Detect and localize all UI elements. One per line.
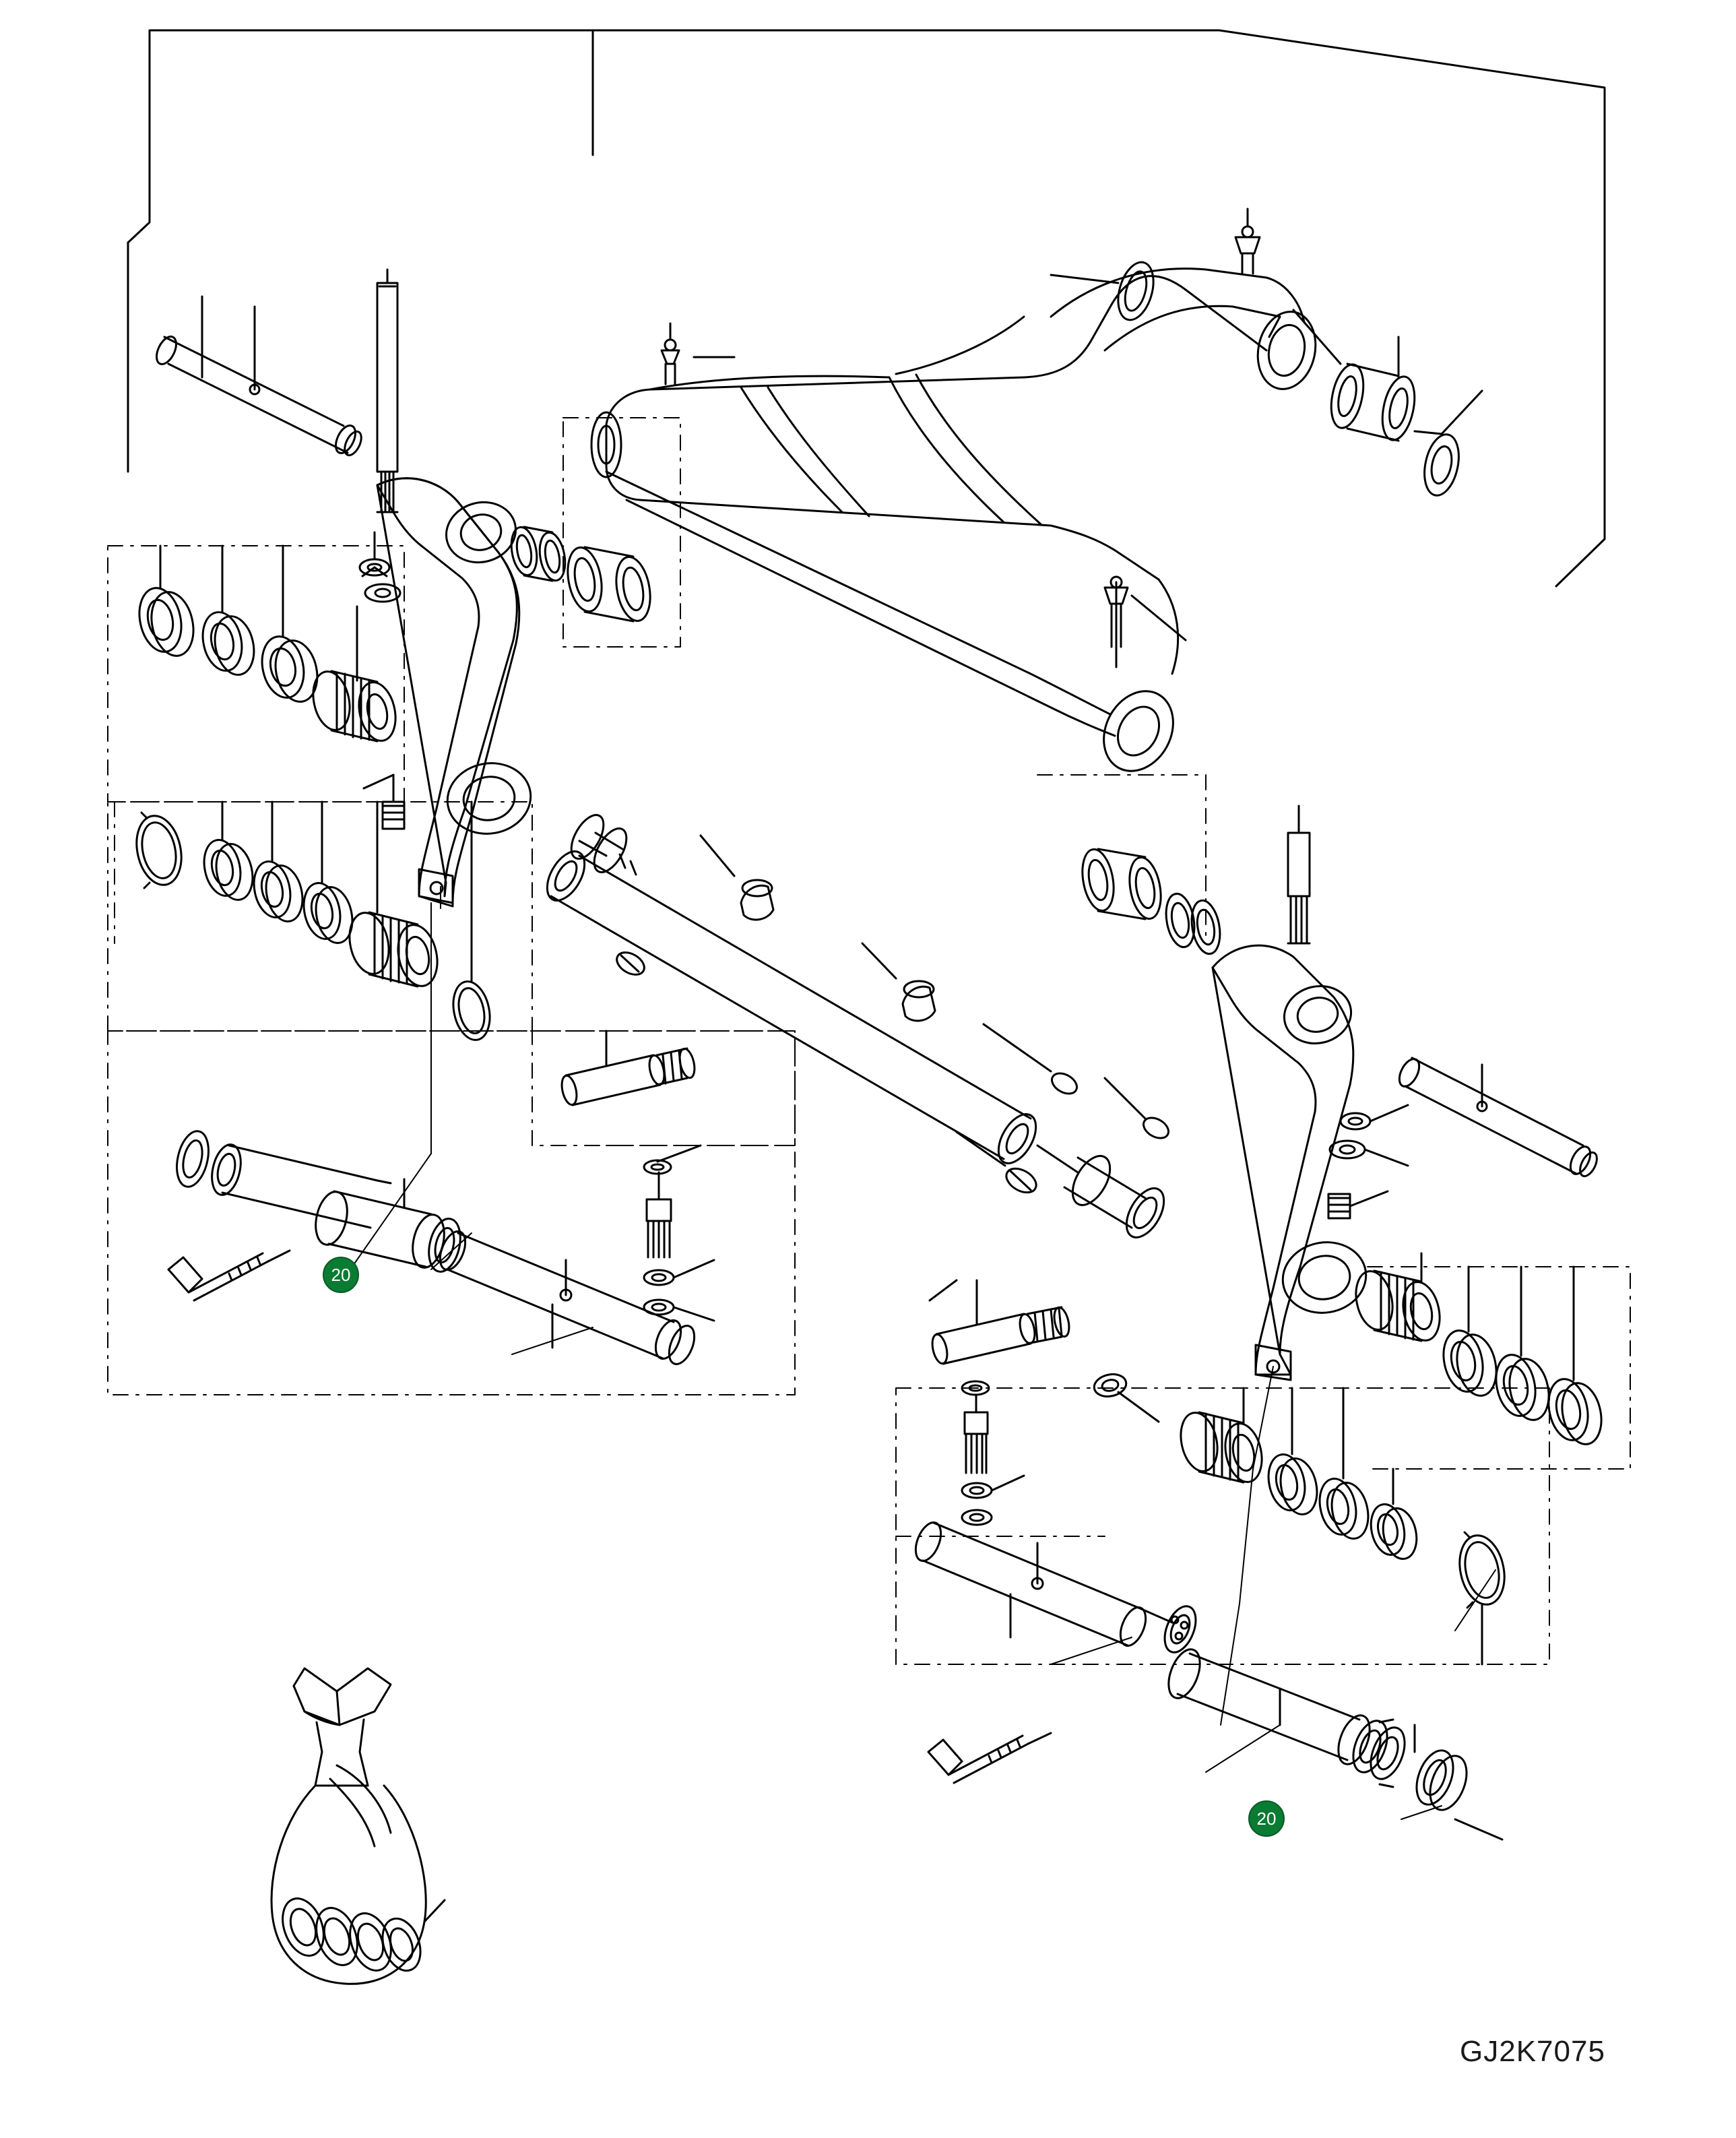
right-lower-barrel: [1163, 1645, 1502, 1840]
center-right-fittings: [957, 1132, 1040, 1197]
outer-frame: [128, 30, 1605, 586]
callout-20-right[interactable]: 20: [1248, 1800, 1285, 1837]
upper-left-long-bolt: [377, 270, 397, 512]
right-lower-snap-ring: [1454, 1531, 1510, 1664]
left-snap-ring: [131, 811, 187, 889]
right-link-arm: [1213, 945, 1372, 1380]
right-lower-rod: [930, 1280, 1072, 1365]
right-leader-lines: [1051, 1366, 1496, 1819]
left-rod-box: [108, 1031, 795, 1395]
left-arm-washer-nut: [360, 532, 400, 602]
right-arm-long-bolt: [1288, 806, 1310, 943]
right-upper-pin: [1395, 1056, 1600, 1179]
boom-bolt-top-right: [1235, 209, 1260, 274]
right-lower-seal-stack: [1092, 1371, 1421, 1562]
left-lower-bolt: [168, 1251, 290, 1300]
boom-arm-casting: [591, 269, 1322, 784]
boom-grease-nipples: [662, 323, 734, 384]
right-lower-cylinder-tube: [911, 1519, 1202, 1657]
upper-right-bushing-stack: [1293, 310, 1482, 499]
boom-bolt-mid-right: [1105, 577, 1186, 667]
drawing-code: GJ2K7075: [1460, 2035, 1605, 2068]
left-washer-column: [644, 1145, 714, 1321]
center-cylinder-tube: [540, 810, 1172, 1244]
right-lower-washer-column: [962, 1381, 1024, 1525]
right-seal-stack-upper: [1351, 1253, 1607, 1448]
callout-20-left[interactable]: 20: [323, 1257, 359, 1293]
right-lower-bolt: [928, 1733, 1051, 1783]
left-seal-stack-1: [134, 546, 401, 744]
left-seal-stack-2: [199, 802, 495, 1043]
left-seal-group-box: [108, 546, 404, 802]
right-arm-set-screw: [1328, 1191, 1388, 1218]
center-rod-box: [532, 1031, 795, 1145]
left-cylinder-body: [172, 1128, 465, 1275]
left-arm-bushing-set: [508, 525, 655, 623]
right-bushing-group-box: [1037, 775, 1206, 943]
right-bushing-set-upper: [1078, 847, 1223, 956]
bushing-group-box: [563, 418, 680, 647]
right-seal-box: [1368, 1267, 1630, 1469]
center-rod: [559, 1031, 697, 1106]
upper-left-pin: [153, 296, 365, 458]
parts-bag: [271, 1668, 445, 1984]
